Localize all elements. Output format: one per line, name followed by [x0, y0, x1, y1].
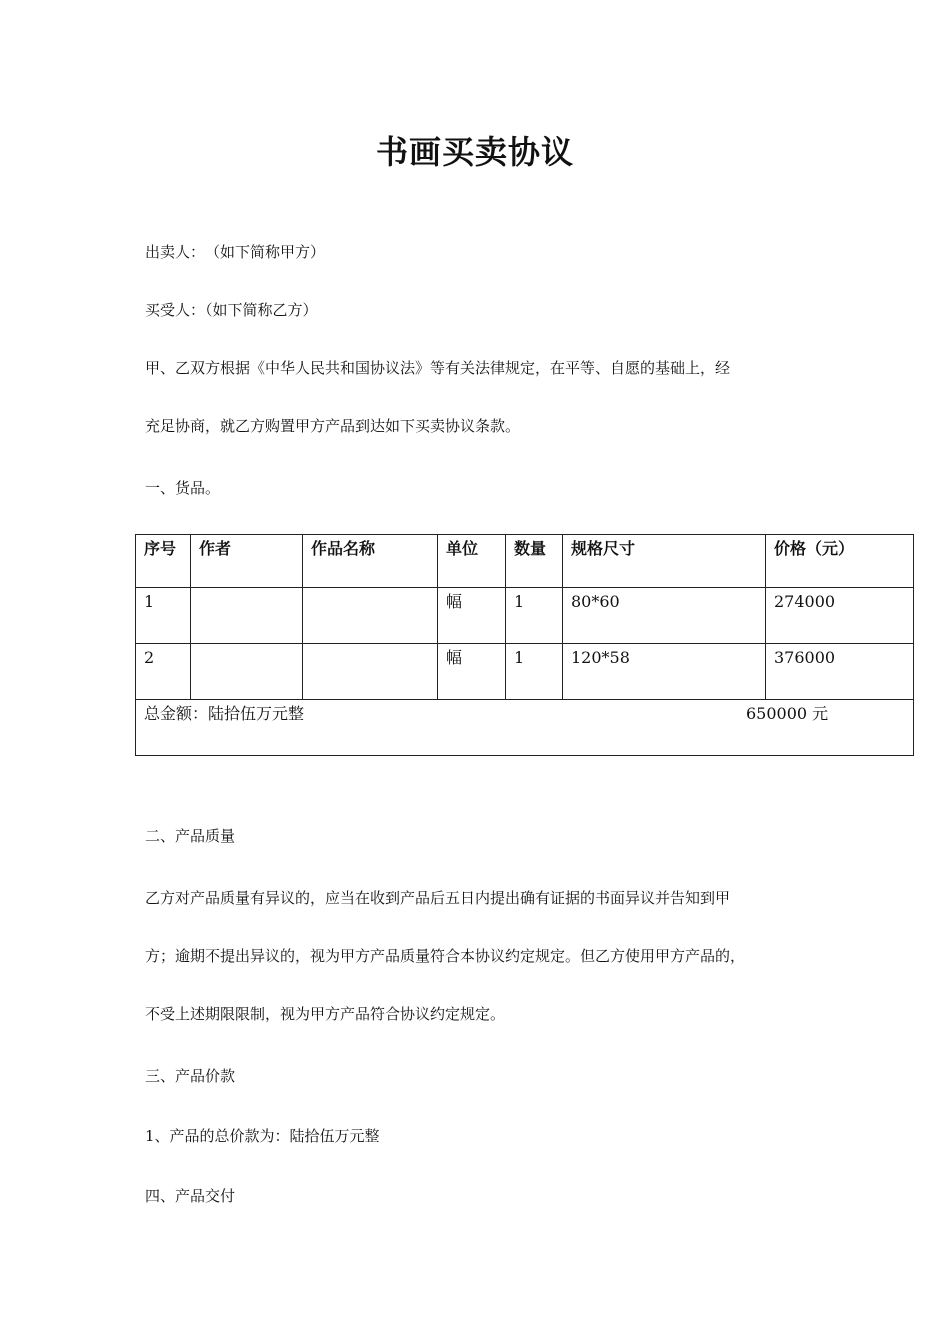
- total-cell: [136, 700, 914, 756]
- table-total-row: [136, 700, 914, 756]
- total-amount: 650000 元: [746, 704, 829, 723]
- table-row: [136, 588, 914, 644]
- cell-unit: 幅: [438, 588, 506, 644]
- cell-price: 274000: [766, 588, 914, 644]
- intro-line-1: 甲、乙双方根据《中华人民共和国协议法》等有关法律规定，在平等、自愿的基础上，经: [145, 359, 731, 377]
- cell-work-name: [303, 588, 438, 644]
- cell-price: 376000: [766, 644, 914, 700]
- header-author: 作者: [191, 535, 303, 588]
- quality-line-2: 方；逾期不提出异议的，视为甲方产品质量符合本协议约定规定。但乙方使用甲方产品的，: [145, 947, 746, 965]
- quality-line-1: 乙方对产品质量有异议的，应当在收到产品后五日内提出确有证据的书面异议并告知到甲: [145, 889, 731, 907]
- section-delivery-heading: 四、产品交付: [145, 1187, 236, 1205]
- document-title: 书画买卖协议: [375, 133, 574, 171]
- total-label: 总金额：陆拾伍万元整: [144, 704, 305, 723]
- price-line-1: 1、产品的总价款为：陆拾伍万元整: [145, 1127, 380, 1145]
- cell-quantity: 1: [506, 644, 563, 700]
- cell-quantity: 1: [506, 588, 563, 644]
- section-goods-heading: 一、货品。: [145, 479, 221, 497]
- cell-size: 120*58: [563, 644, 766, 700]
- cell-author: [191, 588, 303, 644]
- cell-work-name: [303, 644, 438, 700]
- header-work-name: 作品名称: [303, 535, 438, 588]
- buyer-line: 买受人：（如下简称乙方）: [145, 301, 318, 319]
- cell-size: 80*60: [563, 588, 766, 644]
- quality-line-3: 不受上述期限限制，视为甲方产品符合协议约定规定。: [145, 1005, 506, 1023]
- goods-table: [135, 534, 914, 756]
- total-wrap: [144, 703, 905, 725]
- header-quantity: 数量: [506, 535, 563, 588]
- cell-unit: 幅: [438, 644, 506, 700]
- header-unit: 单位: [438, 535, 506, 588]
- cell-serial: 1: [136, 588, 191, 644]
- seller-line: 出卖人： （如下简称甲方）: [145, 243, 326, 261]
- header-serial: 序号: [136, 535, 191, 588]
- intro-line-2: 充足协商，就乙方购置甲方产品到达如下买卖协议条款。: [145, 417, 521, 435]
- table-header-row: [136, 535, 914, 588]
- section-price-heading: 三、产品价款: [145, 1067, 236, 1085]
- cell-serial: 2: [136, 644, 191, 700]
- table-row: [136, 644, 914, 700]
- section-quality-heading: 二、产品质量: [145, 827, 236, 845]
- header-size: 规格尺寸: [563, 535, 766, 588]
- cell-author: [191, 644, 303, 700]
- header-price: 价格（元）: [766, 535, 914, 588]
